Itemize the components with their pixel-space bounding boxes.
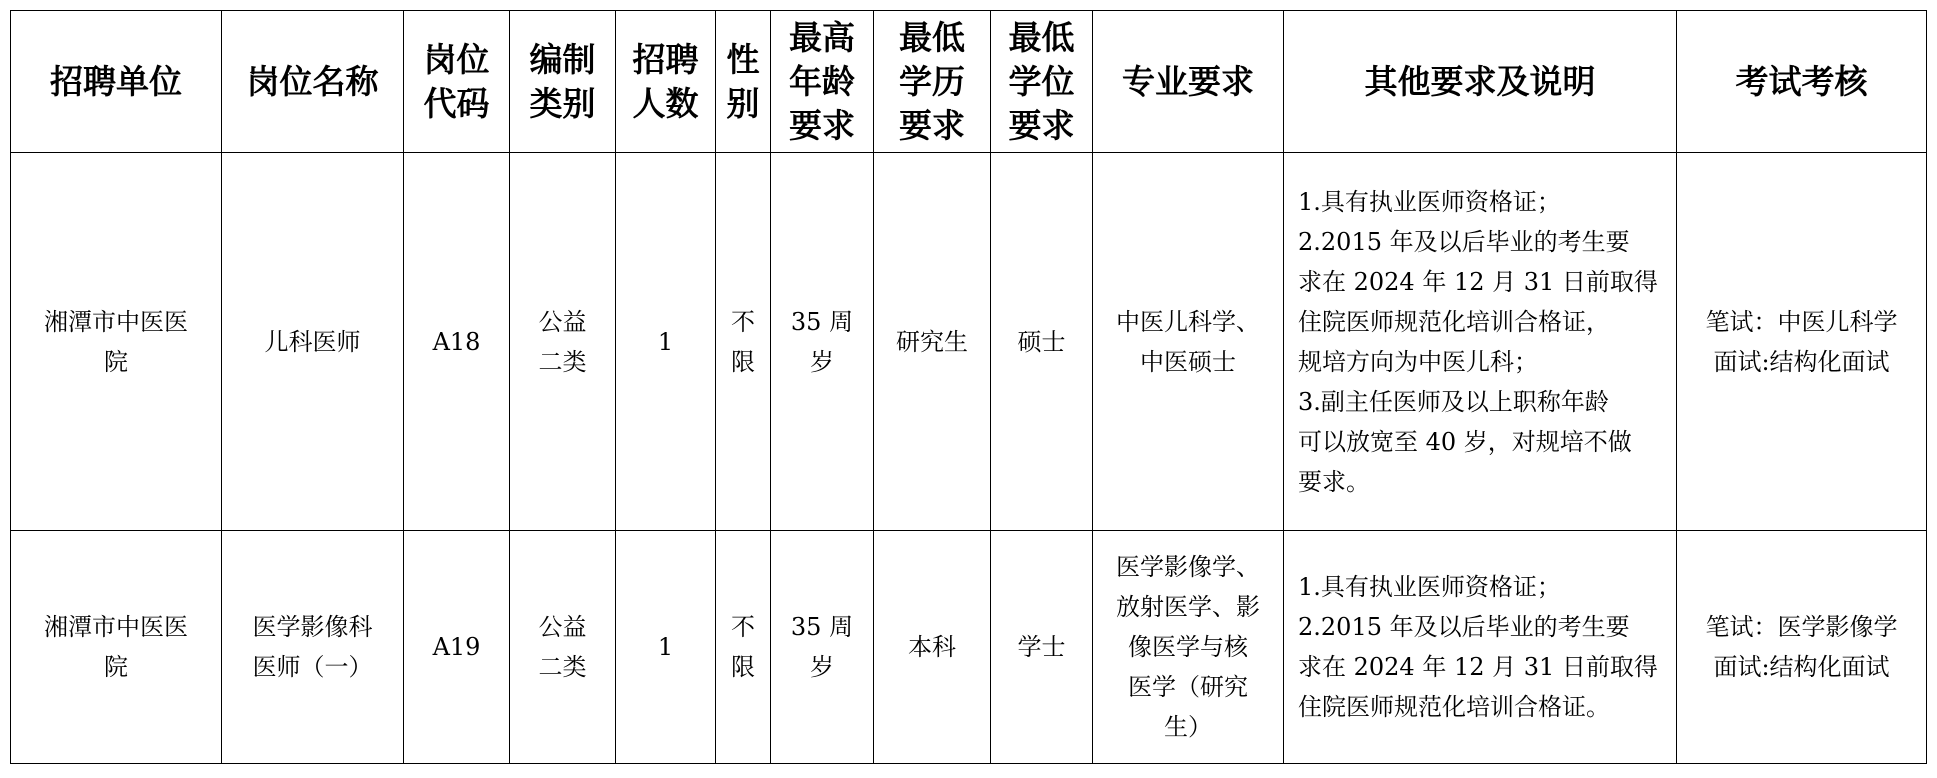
header-code: 岗位 代码 [404, 11, 510, 153]
header-position: 岗位名称 [222, 11, 404, 153]
cell-notes: 1.具有执业医师资格证； 2.2015 年及以后毕业的考生要 求在 2024 年 12 月 31 日前取得 住院医师规范化培训合格证， 规培方向为中医儿科； 3.副主任医师及以上职称年龄 可以放宽至 40 岁，对规培不做 要求。 [1284, 153, 1677, 531]
cell-gender: 不 限 [716, 153, 771, 531]
header-gender: 性 别 [716, 11, 771, 153]
cell-major: 医学影像学、 放射医学、影 像医学与核 医学（研究 生） [1093, 531, 1284, 764]
cell-position: 儿科医师 [222, 153, 404, 531]
cell-position: 医学影像科 医师（一） [222, 531, 404, 764]
header-degree: 最低 学位 要求 [991, 11, 1093, 153]
cell-notes: 1.具有执业医师资格证； 2.2015 年及以后毕业的考生要 求在 2024 年 12 月 31 日前取得 住院医师规范化培训合格证。 [1284, 531, 1677, 764]
cell-category: 公益 二类 [510, 531, 616, 764]
cell-major: 中医儿科学、 中医硕士 [1093, 153, 1284, 531]
cell-exam: 笔试：中医儿科学 面试:结构化面试 [1677, 153, 1927, 531]
header-major: 专业要求 [1093, 11, 1284, 153]
recruitment-table [10, 10, 1927, 764]
cell-category: 公益 二类 [510, 153, 616, 531]
cell-code: A19 [404, 531, 510, 764]
cell-gender: 不 限 [716, 531, 771, 764]
header-education: 最低 学历 要求 [874, 11, 991, 153]
header-max-age: 最高 年龄 要求 [771, 11, 874, 153]
header-row [11, 11, 1927, 153]
header-unit: 招聘单位 [11, 11, 222, 153]
cell-count: 1 [616, 153, 716, 531]
cell-exam: 笔试：医学影像学 面试:结构化面试 [1677, 531, 1927, 764]
header-category: 编制 类别 [510, 11, 616, 153]
cell-degree: 学士 [991, 531, 1093, 764]
cell-code: A18 [404, 153, 510, 531]
cell-education: 本科 [874, 531, 991, 764]
table-row [11, 153, 1927, 531]
cell-unit: 湘潭市中医医 院 [11, 153, 222, 531]
cell-degree: 硕士 [991, 153, 1093, 531]
cell-count: 1 [616, 531, 716, 764]
cell-unit: 湘潭市中医医 院 [11, 531, 222, 764]
header-exam: 考试考核 [1677, 11, 1927, 153]
cell-max-age: 35 周 岁 [771, 531, 874, 764]
header-notes: 其他要求及说明 [1284, 11, 1677, 153]
cell-max-age: 35 周 岁 [771, 153, 874, 531]
table-row [11, 531, 1927, 764]
cell-education: 研究生 [874, 153, 991, 531]
header-count: 招聘 人数 [616, 11, 716, 153]
